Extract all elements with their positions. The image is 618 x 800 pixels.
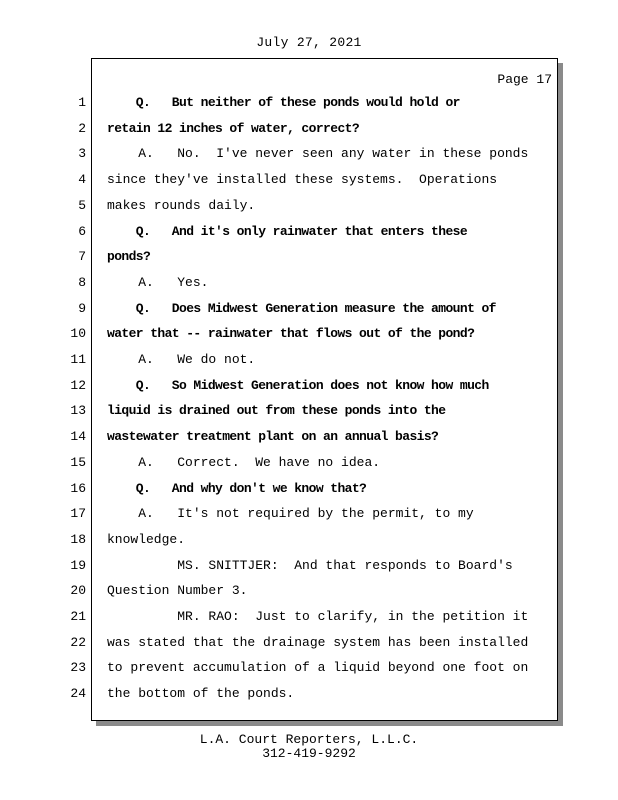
line-number: 19 xyxy=(70,557,86,573)
line-number: 10 xyxy=(70,326,86,342)
transcript-line: A. Correct. We have no idea. xyxy=(107,454,381,470)
transcript-line: knowledge. xyxy=(107,531,186,547)
line-number: 9 xyxy=(78,300,86,316)
line-number: 5 xyxy=(78,197,86,213)
transcript-line: Question Number 3. xyxy=(107,583,248,599)
transcript-line: water that -- rainwater that flows out of the pond? xyxy=(107,326,475,342)
line-number: 14 xyxy=(70,429,86,445)
transcript-line: A. It's not required by the permit, to my xyxy=(107,506,474,522)
line-number: 22 xyxy=(70,634,86,650)
line-number: 12 xyxy=(70,377,86,393)
line-number: 13 xyxy=(70,403,86,419)
line-number: 4 xyxy=(78,172,86,188)
transcript-line: to prevent accumulation of a liquid beyond one foot on xyxy=(107,660,529,676)
transcript-line: the bottom of the ponds. xyxy=(107,686,295,702)
line-number: 11 xyxy=(70,352,86,367)
transcript-line: makes rounds daily. xyxy=(107,197,256,213)
transcript-date: July 27, 2021 xyxy=(256,35,362,50)
footer xyxy=(0,733,618,761)
transcript-line: Q. Does Midwest Generation measure the amount of xyxy=(107,300,496,316)
line-number: 15 xyxy=(70,454,86,470)
reporter-phone: 312-419-9292 xyxy=(262,746,356,761)
transcript-line: A. We do not. xyxy=(107,352,256,367)
line-number: 24 xyxy=(70,686,86,702)
line-number: 3 xyxy=(78,146,86,162)
line-number: 17 xyxy=(70,506,86,522)
transcript-line: wastewater treatment plant on an annual basis? xyxy=(107,429,439,445)
line-number: 1 xyxy=(78,95,86,110)
line-number: 18 xyxy=(70,531,86,547)
transcript-line: MS. SNITTJER: And that responds to Board's xyxy=(107,557,513,573)
transcript-line: A. Yes. xyxy=(107,274,209,290)
line-number: 8 xyxy=(78,274,86,290)
page-number: Page 17 xyxy=(497,72,552,87)
line-number: 7 xyxy=(78,249,86,265)
reporter-company: L.A. Court Reporters, L.L.C. xyxy=(199,732,419,747)
transcript-line: Q. So Midwest Generation does not know how much xyxy=(107,377,489,393)
line-number: 21 xyxy=(70,609,86,624)
transcript-line: was stated that the drainage system has been installed xyxy=(107,634,529,650)
transcript-line: MR. RAO: Just to clarify, in the petition it xyxy=(107,609,529,624)
transcript-line: since they've installed these systems. Operations xyxy=(107,172,498,188)
transcript-line: ponds? xyxy=(107,249,151,265)
transcript-line: Q. And it's only rainwater that enters these xyxy=(107,223,468,239)
transcript-line: retain 12 inches of water, correct? xyxy=(107,120,360,136)
line-number: 23 xyxy=(70,660,86,676)
line-number: 6 xyxy=(78,223,86,239)
transcript-line: Q. But neither of these ponds would hold or xyxy=(107,95,460,110)
transcript-line: A. No. I've never seen any water in these ponds xyxy=(107,146,529,162)
line-number: 20 xyxy=(70,583,86,599)
transcript-line: Q. And why don't we know that? xyxy=(107,480,367,496)
transcript-line: liquid is drained out from these ponds into the xyxy=(107,403,446,419)
line-number: 2 xyxy=(78,120,86,136)
line-number: 16 xyxy=(70,480,86,496)
